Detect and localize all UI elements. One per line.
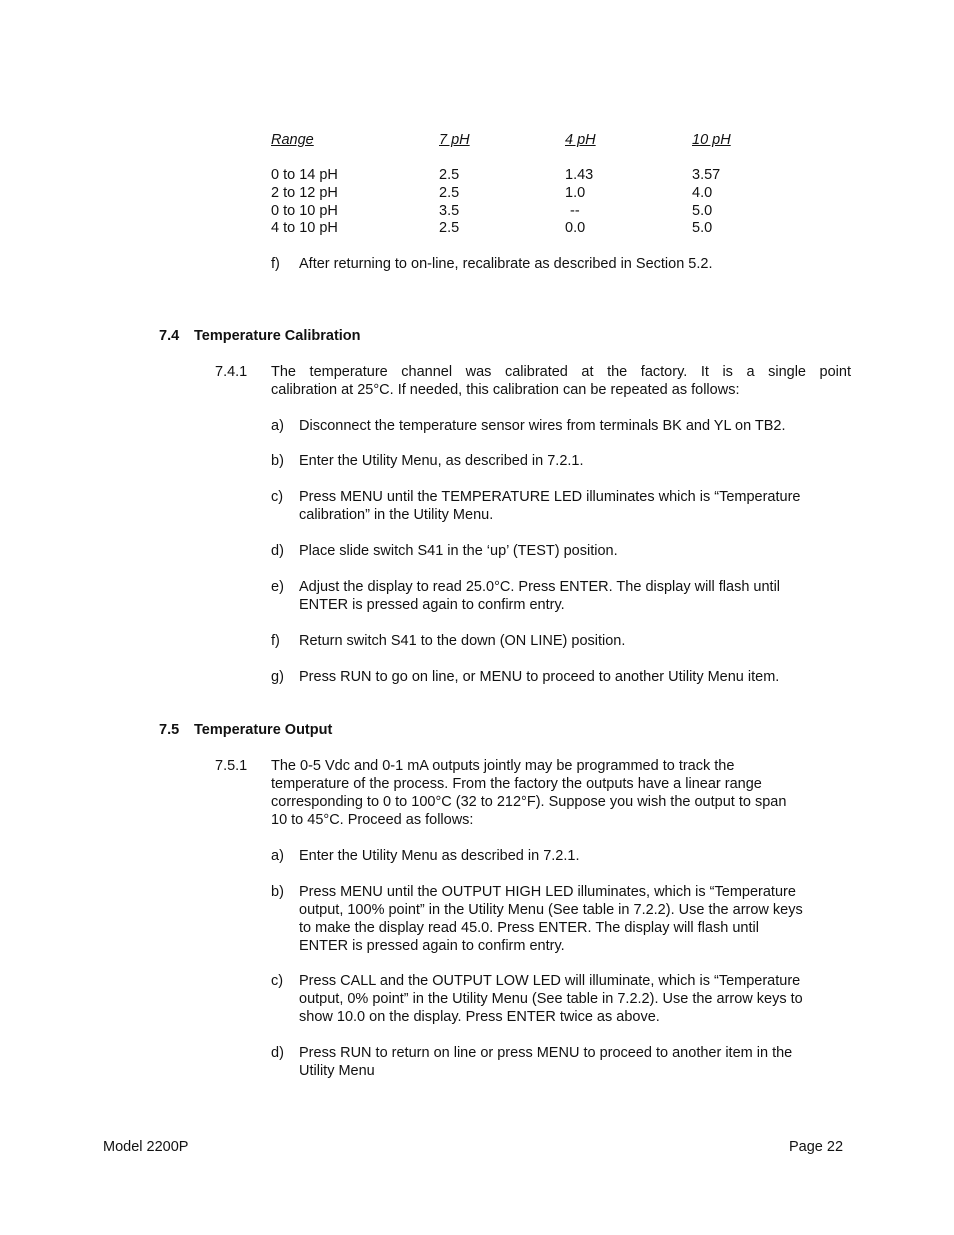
table-cell: 2.5 [439, 167, 460, 183]
list-item-label: a) [271, 418, 284, 434]
table-cell: 3.57 [692, 167, 721, 183]
list-item-text: Place slide switch S41 in the ‘up’ (TEST) position. [299, 543, 618, 559]
table-cell: -- [570, 203, 580, 219]
paragraph-line: temperature of the process. From the factory the outputs have a linear range [271, 776, 762, 792]
table-cell: 1.43 [565, 167, 594, 183]
list-item-text: Press RUN to go on line, or MENU to proceed to another Utility Menu item. [299, 669, 780, 685]
list-item-label: b) [271, 453, 284, 469]
paragraph-number: 7.4.1 [215, 364, 248, 380]
paragraph-number: 7.5.1 [215, 758, 248, 774]
paragraph-7-5-1 [271, 757, 851, 829]
list-item-label: b) [271, 884, 284, 900]
list-item-text: Press RUN to return on line or press MENU to proceed to another item in the [299, 1045, 793, 1061]
paragraph-7-4-1 [271, 363, 851, 399]
list-item-label: f) [271, 256, 280, 272]
table-cell: 4.0 [692, 185, 713, 201]
table-cell: 1.0 [565, 185, 586, 201]
list-item-text: ENTER is pressed again to confirm entry. [299, 597, 565, 613]
table-header-7ph: 7 pH [439, 132, 470, 148]
list-item-text: output, 100% point” in the Utility Menu (See table in 7.2.2). Use the arrow keys [299, 902, 803, 918]
paragraph-line: The temperature channel was calibrated at the factory. It is a single point [271, 364, 851, 380]
footer-model: Model 2200P [103, 1139, 189, 1155]
table-header-10ph: 10 pH [692, 132, 731, 148]
list-item-text: Enter the Utility Menu, as described in 7.2.1. [299, 453, 584, 469]
table-cell: 0 to 10 pH [271, 203, 338, 219]
list-item-label: c) [271, 489, 284, 505]
list-item-text: Press MENU until the OUTPUT HIGH LED illuminates, which is “Temperature [299, 884, 796, 900]
table-cell: 5.0 [692, 220, 713, 236]
list-item-text: show 10.0 on the display. Press ENTER twice as above. [299, 1009, 660, 1025]
table-cell: 2.5 [439, 185, 460, 201]
list-item-text: Adjust the display to read 25.0°C. Press ENTER. The display will flash until [299, 579, 781, 595]
list-item-text: Enter the Utility Menu as described in 7.2.1. [299, 848, 580, 864]
list-item-label: d) [271, 1045, 284, 1061]
list-item-text: calibration” in the Utility Menu. [299, 507, 494, 523]
paragraph-line: 10 to 45°C. Proceed as follows: [271, 812, 474, 828]
list-item-label: c) [271, 973, 284, 989]
list-item-label: f) [271, 633, 280, 649]
section-title: Temperature Calibration [194, 328, 361, 344]
table-cell: 2.5 [439, 220, 460, 236]
table-header-range: Range [271, 132, 314, 148]
section-number: 7.4 [159, 328, 180, 344]
table-cell: 4 to 10 pH [271, 220, 338, 236]
list-item-label: g) [271, 669, 284, 685]
list-item-label: d) [271, 543, 284, 559]
section-number: 7.5 [159, 722, 180, 738]
table-cell: 2 to 12 pH [271, 185, 338, 201]
section-title: Temperature Output [194, 722, 333, 738]
list-item-text: Press MENU until the TEMPERATURE LED illuminates which is “Temperature [299, 489, 801, 505]
list-item-text: Utility Menu [299, 1063, 375, 1079]
footer-page-number: Page 22 [789, 1139, 844, 1155]
list-item-text: Disconnect the temperature sensor wires from terminals BK and YL on TB2. [299, 418, 786, 434]
list-item-label: e) [271, 579, 284, 595]
table-cell: 0 to 14 pH [271, 167, 338, 183]
list-item-label: a) [271, 848, 284, 864]
table-header-4ph: 4 pH [565, 132, 596, 148]
table-cell: 3.5 [439, 203, 460, 219]
list-item-text: Press CALL and the OUTPUT LOW LED will illuminate, which is “Temperature [299, 973, 801, 989]
list-item-text: output, 0% point” in the Utility Menu (See table in 7.2.2). Use the arrow keys to [299, 991, 803, 1007]
paragraph-line: The 0-5 Vdc and 0-1 mA outputs jointly may be programmed to track the [271, 758, 735, 774]
list-item-text: Return switch S41 to the down (ON LINE) position. [299, 633, 626, 649]
list-item-text: After returning to on-line, recalibrate as described in Section 5.2. [299, 256, 713, 272]
table-cell: 0.0 [565, 220, 586, 236]
list-item-text: ENTER is pressed again to confirm entry. [299, 938, 565, 954]
paragraph-line: calibration at 25°C. If needed, this calibration can be repeated as follows: [271, 382, 740, 398]
list-item-text: to make the display read 45.0. Press ENTER. The display will flash until [299, 920, 759, 936]
paragraph-line: corresponding to 0 to 100°C (32 to 212°F). Suppose you wish the output to span [271, 794, 787, 810]
table-cell: 5.0 [692, 203, 713, 219]
